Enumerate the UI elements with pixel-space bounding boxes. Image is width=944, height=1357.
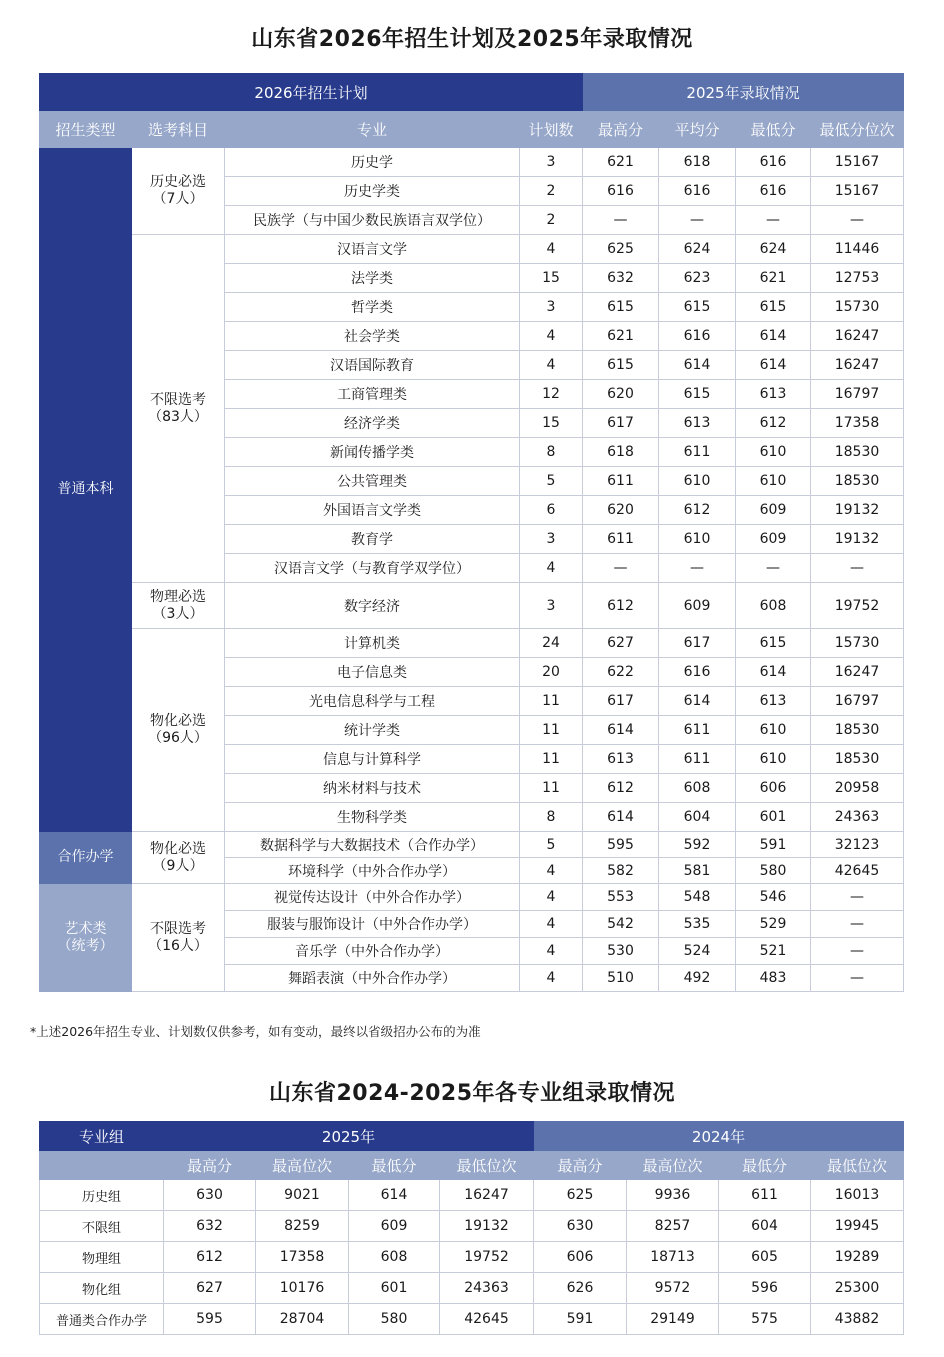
min-rank: 18530: [811, 745, 904, 774]
min-score-2024: 575: [719, 1304, 811, 1335]
group-name: 物理组: [40, 1242, 164, 1273]
major: 新闻传播学类: [225, 438, 520, 467]
min-rank-2024: 19289: [811, 1242, 904, 1273]
plan-count: 4: [520, 911, 583, 938]
min-score: 609: [736, 525, 811, 554]
plan-count: 8: [520, 803, 583, 832]
max-score-2024: 625: [534, 1180, 627, 1211]
col-header: 招生类型: [40, 111, 132, 148]
max-score: 622: [583, 658, 659, 687]
max-score: 582: [583, 858, 659, 884]
avg-score: 616: [659, 658, 736, 687]
subject-art_unlimited: 不限选考 （16人）: [132, 884, 225, 992]
min-score: 606: [736, 774, 811, 803]
max-score: 614: [583, 716, 659, 745]
min-score-2024: 596: [719, 1273, 811, 1304]
table-row: [40, 832, 904, 858]
min-rank: —: [811, 884, 904, 911]
year-2025-header: 2025年: [164, 1122, 534, 1151]
min-rank: 16247: [811, 351, 904, 380]
max-score: 616: [583, 177, 659, 206]
plan-count: 12: [520, 380, 583, 409]
min-score: 546: [736, 884, 811, 911]
page-title-2024-2025: 山东省2024-2025年各专业组录取情况: [268, 1081, 676, 1106]
min-score: 621: [736, 264, 811, 293]
avg-score: 611: [659, 745, 736, 774]
table-row: [40, 1180, 904, 1211]
min-rank: 17358: [811, 409, 904, 438]
page-title-2026: 山东省2026年招生计划及2025年录取情况: [251, 27, 693, 52]
plan-count: 4: [520, 938, 583, 965]
max-score: 632: [583, 264, 659, 293]
min-rank-2024: 43882: [811, 1304, 904, 1335]
major: 统计学类: [225, 716, 520, 745]
col-header: 最低分位次: [811, 111, 904, 148]
min-rank-2025: 24363: [440, 1273, 534, 1304]
min-score: 613: [736, 380, 811, 409]
major: 经济学类: [225, 409, 520, 438]
col-header: 最低分: [349, 1151, 440, 1180]
table-row: [40, 884, 904, 911]
min-score: 529: [736, 911, 811, 938]
min-score: 614: [736, 322, 811, 351]
plan-count: 3: [520, 583, 583, 629]
min-score: 616: [736, 177, 811, 206]
min-rank: 15167: [811, 177, 904, 206]
avg-score: 610: [659, 467, 736, 496]
group-name: 普通类合作办学: [40, 1304, 164, 1335]
min-score: 601: [736, 803, 811, 832]
max-rank-2024: 9572: [627, 1273, 719, 1304]
major: 舞蹈表演（中外合作办学）: [225, 965, 520, 992]
min-rank: 19132: [811, 496, 904, 525]
min-score: 610: [736, 745, 811, 774]
min-rank: 15730: [811, 629, 904, 658]
col-header: 专业: [225, 111, 520, 148]
major: 公共管理类: [225, 467, 520, 496]
min-score: 613: [736, 687, 811, 716]
avg-score: 581: [659, 858, 736, 884]
min-rank: 12753: [811, 264, 904, 293]
plan-count: 3: [520, 525, 583, 554]
category-art: 艺术类 （统考）: [40, 884, 132, 992]
max-score-2025: 612: [164, 1242, 256, 1273]
min-score-2025: 608: [349, 1242, 440, 1273]
min-rank-2024: 16013: [811, 1180, 904, 1211]
max-score-2024: 591: [534, 1304, 627, 1335]
min-score: 616: [736, 148, 811, 177]
avg-score: —: [659, 554, 736, 583]
avg-score: 616: [659, 322, 736, 351]
max-score: 553: [583, 884, 659, 911]
col-header: 最高分: [534, 1151, 627, 1180]
max-score-2025: 630: [164, 1180, 256, 1211]
group-name: 不限组: [40, 1211, 164, 1242]
major: 视觉传达设计（中外合作办学）: [225, 884, 520, 911]
col-header: 平均分: [659, 111, 736, 148]
group-admission-table: [39, 1121, 904, 1335]
min-score: 615: [736, 629, 811, 658]
category-coop: 合作办学: [40, 832, 132, 884]
plan-count: 4: [520, 858, 583, 884]
major: 历史学类: [225, 177, 520, 206]
plan-count: 11: [520, 687, 583, 716]
plan-count: 3: [520, 148, 583, 177]
avg-score: 592: [659, 832, 736, 858]
min-rank: 24363: [811, 803, 904, 832]
col-header: 计划数: [520, 111, 583, 148]
avg-score: 608: [659, 774, 736, 803]
min-rank-2025: 19752: [440, 1242, 534, 1273]
max-score: 530: [583, 938, 659, 965]
min-rank: 16247: [811, 322, 904, 351]
plan-count: 4: [520, 965, 583, 992]
min-rank: 15167: [811, 148, 904, 177]
major: 服装与服饰设计（中外合作办学）: [225, 911, 520, 938]
table-row: [40, 235, 904, 264]
max-score: —: [583, 554, 659, 583]
max-score: 620: [583, 380, 659, 409]
major: 教育学: [225, 525, 520, 554]
year-2024-header: 2024年: [534, 1122, 904, 1151]
col-header-blank: [40, 1151, 164, 1180]
min-rank: —: [811, 206, 904, 235]
major: 汉语国际教育: [225, 351, 520, 380]
avg-score: 615: [659, 293, 736, 322]
min-rank: 32123: [811, 832, 904, 858]
min-score: 614: [736, 351, 811, 380]
group-name: 物化组: [40, 1273, 164, 1304]
plan-count: 5: [520, 832, 583, 858]
max-score: 613: [583, 745, 659, 774]
max-rank-2024: 8257: [627, 1211, 719, 1242]
min-rank-2024: 19945: [811, 1211, 904, 1242]
group-name: 历史组: [40, 1180, 164, 1211]
max-score: 612: [583, 583, 659, 629]
plan-count: 4: [520, 235, 583, 264]
avg-score: 548: [659, 884, 736, 911]
plan-count: 3: [520, 293, 583, 322]
plan-count: 8: [520, 438, 583, 467]
max-rank-2025: 10176: [256, 1273, 349, 1304]
min-score: 610: [736, 467, 811, 496]
min-rank: 15730: [811, 293, 904, 322]
avg-score: 623: [659, 264, 736, 293]
avg-score: 611: [659, 716, 736, 745]
plan-count: 4: [520, 554, 583, 583]
min-score-2024: 605: [719, 1242, 811, 1273]
min-score: 624: [736, 235, 811, 264]
min-rank: 20958: [811, 774, 904, 803]
plan-count: 6: [520, 496, 583, 525]
plan-count: 11: [520, 774, 583, 803]
table-row: [40, 1242, 904, 1273]
min-score: 614: [736, 658, 811, 687]
major: 环境科学（中外合作办学）: [225, 858, 520, 884]
table-row: [40, 1273, 904, 1304]
category-regular: 普通本科: [40, 148, 132, 832]
col-header: 最低位次: [440, 1151, 534, 1180]
avg-score: —: [659, 206, 736, 235]
max-rank-2025: 28704: [256, 1304, 349, 1335]
col-header: 最低分: [736, 111, 811, 148]
admission-plan-table: [39, 73, 904, 992]
plan-count: 20: [520, 658, 583, 687]
max-score: 627: [583, 629, 659, 658]
major: 历史学: [225, 148, 520, 177]
col-header: 最高位次: [627, 1151, 719, 1180]
max-score: 611: [583, 467, 659, 496]
min-score-2025: 614: [349, 1180, 440, 1211]
col-header: 最高分: [164, 1151, 256, 1180]
subject-physics: 物理必选 （3人）: [132, 583, 225, 629]
col-header: 最高分: [583, 111, 659, 148]
min-score: 591: [736, 832, 811, 858]
max-score-2025: 632: [164, 1211, 256, 1242]
min-rank: —: [811, 938, 904, 965]
min-rank: 19752: [811, 583, 904, 629]
max-score: 617: [583, 687, 659, 716]
major: 社会学类: [225, 322, 520, 351]
table-row: [40, 583, 904, 629]
plan-count: 4: [520, 884, 583, 911]
min-rank: 42645: [811, 858, 904, 884]
min-score-2025: 580: [349, 1304, 440, 1335]
min-score: 612: [736, 409, 811, 438]
min-score-2024: 604: [719, 1211, 811, 1242]
group-col-header: 专业组: [40, 1122, 164, 1151]
min-rank: —: [811, 554, 904, 583]
major: 数据科学与大数据技术（合作办学）: [225, 832, 520, 858]
min-score-2025: 609: [349, 1211, 440, 1242]
avg-score: 524: [659, 938, 736, 965]
min-rank: 11446: [811, 235, 904, 264]
max-score: 621: [583, 148, 659, 177]
avg-score: 611: [659, 438, 736, 467]
avg-score: 492: [659, 965, 736, 992]
major: 计算机类: [225, 629, 520, 658]
max-score: —: [583, 206, 659, 235]
max-score: 621: [583, 322, 659, 351]
avg-score: 609: [659, 583, 736, 629]
min-score: 521: [736, 938, 811, 965]
max-score: 510: [583, 965, 659, 992]
max-score-2025: 595: [164, 1304, 256, 1335]
min-rank-2025: 42645: [440, 1304, 534, 1335]
min-rank: 19132: [811, 525, 904, 554]
max-score: 612: [583, 774, 659, 803]
min-rank-2024: 25300: [811, 1273, 904, 1304]
major: 光电信息科学与工程: [225, 687, 520, 716]
max-score: 615: [583, 293, 659, 322]
plan-count: 5: [520, 467, 583, 496]
table-row: [40, 148, 904, 177]
max-score: 618: [583, 438, 659, 467]
plan-count: 15: [520, 409, 583, 438]
major: 信息与计算科学: [225, 745, 520, 774]
max-score: 542: [583, 911, 659, 938]
min-rank: 18530: [811, 716, 904, 745]
max-score: 595: [583, 832, 659, 858]
avg-score: 613: [659, 409, 736, 438]
major: 数字经济: [225, 583, 520, 629]
col-header: 最低位次: [811, 1151, 904, 1180]
max-score-2025: 627: [164, 1273, 256, 1304]
major: 汉语言文学: [225, 235, 520, 264]
min-score: 609: [736, 496, 811, 525]
subject-coop_physchem: 物化必选 （9人）: [132, 832, 225, 884]
subject-physchem: 物化必选 （96人）: [132, 629, 225, 832]
min-score: 610: [736, 438, 811, 467]
plan-count: 2: [520, 177, 583, 206]
max-score-2024: 630: [534, 1211, 627, 1242]
subject-unlimited: 不限选考 （83人）: [132, 235, 225, 583]
max-score: 614: [583, 803, 659, 832]
max-score: 620: [583, 496, 659, 525]
max-score-2024: 606: [534, 1242, 627, 1273]
avg-score: 624: [659, 235, 736, 264]
max-rank-2025: 8259: [256, 1211, 349, 1242]
avg-score: 614: [659, 687, 736, 716]
min-score: —: [736, 206, 811, 235]
min-rank: 18530: [811, 467, 904, 496]
plan-count: 4: [520, 351, 583, 380]
avg-score: 610: [659, 525, 736, 554]
table-row: [40, 1211, 904, 1242]
plan-count: 24: [520, 629, 583, 658]
max-score-2024: 626: [534, 1273, 627, 1304]
avg-score: 618: [659, 148, 736, 177]
col-header: 最低分: [719, 1151, 811, 1180]
avg-score: 616: [659, 177, 736, 206]
major: 民族学（与中国少数民族语言双学位）: [225, 206, 520, 235]
max-score: 617: [583, 409, 659, 438]
max-rank-2025: 9021: [256, 1180, 349, 1211]
max-rank-2024: 18713: [627, 1242, 719, 1273]
min-rank: 16797: [811, 380, 904, 409]
subject-history: 历史必选 （7人）: [132, 148, 225, 235]
max-score: 625: [583, 235, 659, 264]
min-score: 580: [736, 858, 811, 884]
major: 音乐学（中外合作办学）: [225, 938, 520, 965]
max-rank-2025: 17358: [256, 1242, 349, 1273]
table-row: [40, 629, 904, 658]
min-score: 615: [736, 293, 811, 322]
avg-score: 614: [659, 351, 736, 380]
major: 生物科学类: [225, 803, 520, 832]
min-rank: 16797: [811, 687, 904, 716]
min-score: 483: [736, 965, 811, 992]
plan-group-header: 2026年招生计划: [40, 74, 583, 111]
major: 汉语言文学（与教育学双学位）: [225, 554, 520, 583]
avg-score: 612: [659, 496, 736, 525]
max-score: 615: [583, 351, 659, 380]
max-rank-2024: 29149: [627, 1304, 719, 1335]
min-score: 610: [736, 716, 811, 745]
min-rank: —: [811, 965, 904, 992]
plan-count: 11: [520, 716, 583, 745]
plan-count: 4: [520, 322, 583, 351]
min-score: 608: [736, 583, 811, 629]
major: 工商管理类: [225, 380, 520, 409]
admission-group-header: 2025年录取情况: [583, 74, 904, 111]
major: 电子信息类: [225, 658, 520, 687]
max-rank-2024: 9936: [627, 1180, 719, 1211]
plan-count: 15: [520, 264, 583, 293]
min-rank: 18530: [811, 438, 904, 467]
min-rank-2025: 16247: [440, 1180, 534, 1211]
max-score: 611: [583, 525, 659, 554]
major: 哲学类: [225, 293, 520, 322]
avg-score: 535: [659, 911, 736, 938]
col-header: 最高位次: [256, 1151, 349, 1180]
min-score: —: [736, 554, 811, 583]
avg-score: 604: [659, 803, 736, 832]
footnote: *上述2026年招生专业、计划数仅供参考，如有变动，最终以省级招办公布的为准: [30, 1024, 481, 1039]
col-header: 选考科目: [132, 111, 225, 148]
avg-score: 617: [659, 629, 736, 658]
major: 外国语言文学类: [225, 496, 520, 525]
min-score-2024: 611: [719, 1180, 811, 1211]
min-score-2025: 601: [349, 1273, 440, 1304]
min-rank-2025: 19132: [440, 1211, 534, 1242]
min-rank: —: [811, 911, 904, 938]
plan-count: 2: [520, 206, 583, 235]
major: 法学类: [225, 264, 520, 293]
table-row: [40, 1304, 904, 1335]
major: 纳米材料与技术: [225, 774, 520, 803]
plan-count: 11: [520, 745, 583, 774]
min-rank: 16247: [811, 658, 904, 687]
avg-score: 615: [659, 380, 736, 409]
